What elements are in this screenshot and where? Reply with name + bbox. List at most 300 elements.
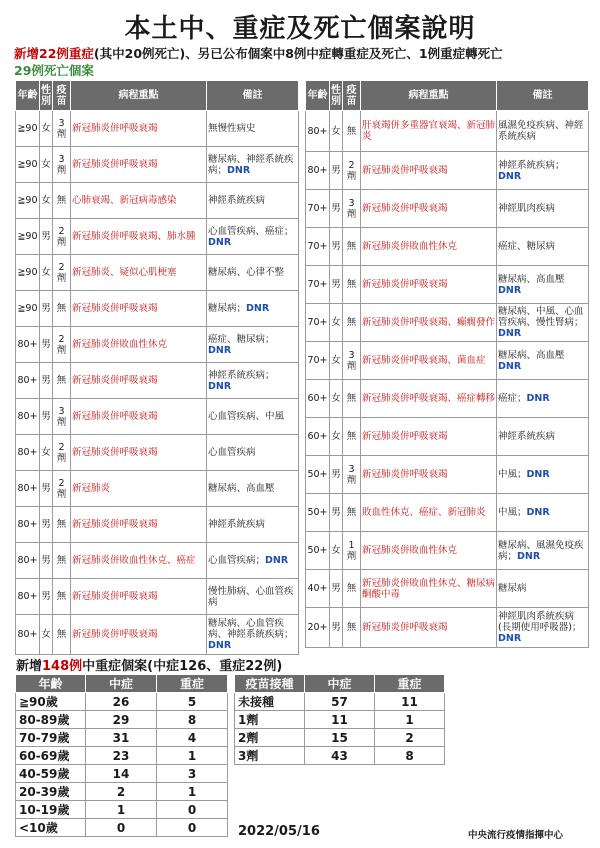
case-course: 心肺衰竭、新冠病毒感染 (71, 183, 207, 219)
case-course: 新冠肺炎併呼吸衰竭 (361, 456, 497, 494)
right-case-table (305, 80, 589, 648)
case-sex: 男 (40, 219, 53, 255)
row-label: 80-89歲 (16, 711, 86, 729)
case-note (207, 219, 299, 255)
subtitle (14, 44, 594, 62)
case-age: 80+ (16, 615, 40, 655)
case-vaccine: 3劑 (343, 190, 361, 228)
case-vaccine: 2劑 (53, 219, 71, 255)
case-course: 新冠肺炎併呼吸衰竭、菌血症 (361, 342, 497, 380)
case-sex: 男 (40, 327, 53, 363)
case-note-text: 糖尿病、高血壓 (498, 273, 565, 285)
dnr-badge: DNR (517, 550, 541, 562)
case-course: 肝衰竭併多重器官衰竭、新冠肺炎 (361, 111, 497, 152)
case-header-row (306, 81, 589, 111)
case-vaccine: 2劑 (53, 435, 71, 471)
case-age: 70+ (306, 266, 330, 304)
subtitle-rest: (其中20例死亡)、另已公布個案中8例中症轉重症及死亡、1例重症轉死亡 (93, 46, 503, 61)
case-note (207, 579, 299, 615)
case-vaccine: 無 (53, 183, 71, 219)
case-row (16, 615, 299, 655)
age-row (16, 693, 228, 711)
row-label: 3劑 (235, 747, 305, 765)
case-vaccine: 無 (53, 543, 71, 579)
age-severity-table (15, 674, 228, 837)
case-age: 60+ (306, 418, 330, 456)
case-sex: 男 (40, 363, 53, 399)
age-row (16, 711, 228, 729)
case-age: ≧90 (16, 291, 40, 327)
case-vaccine: 無 (53, 291, 71, 327)
case-vaccine: 無 (343, 266, 361, 304)
case-age: 40+ (306, 570, 330, 608)
case-course: 新冠肺炎併呼吸衰竭 (71, 147, 207, 183)
moderate-count: 15 (305, 729, 375, 747)
severe-col-header: 重症 (375, 675, 445, 693)
age-row (16, 765, 228, 783)
deaths-label: 29例死亡個案 (14, 63, 94, 78)
case-sex: 男 (40, 471, 53, 507)
moderate-count: 14 (86, 765, 157, 783)
row-label: 1劑 (235, 711, 305, 729)
col-age: 年齡 (16, 81, 40, 111)
case-note-text: 糖尿病、高血壓 (208, 483, 275, 494)
col-course: 病程重點 (361, 81, 497, 111)
age-row (16, 783, 228, 801)
case-vaccine: 無 (53, 579, 71, 615)
section2-prefix: 新增 (16, 659, 43, 674)
section2-count: 148例 (42, 659, 83, 674)
page-title: 本土中、重症及死亡個案說明 (124, 14, 476, 44)
severe-count: 0 (157, 819, 228, 837)
dnr-badge: DNR (498, 284, 522, 296)
case-sex: 女 (40, 435, 53, 471)
case-note (497, 266, 589, 304)
case-sex: 男 (40, 579, 53, 615)
dnr-badge: DNR (208, 236, 232, 248)
age-row (16, 801, 228, 819)
case-course: 新冠肺炎併呼吸衰竭 (71, 507, 207, 543)
case-course: 新冠肺炎併呼吸衰竭 (71, 111, 207, 147)
col-course: 病程重點 (71, 81, 207, 111)
moderate-count: 2 (86, 783, 157, 801)
col-sex: 性別 (330, 81, 343, 111)
case-sex: 女 (330, 342, 343, 380)
case-row (16, 363, 299, 399)
case-age: 80+ (16, 579, 40, 615)
moderate-count: 23 (86, 747, 157, 765)
case-row (16, 291, 299, 327)
case-vaccine: 2劑 (53, 255, 71, 291)
case-course: 新冠肺炎併呼吸衰竭 (71, 615, 207, 655)
case-note-text: 糖尿病、心血管疾病、神經系統疾病； (208, 618, 294, 640)
case-note-text: 心血管疾病； (208, 555, 266, 566)
row-label: 20-39歲 (16, 783, 86, 801)
case-note-text: 中風； (498, 469, 527, 480)
case-row (16, 471, 299, 507)
case-row (16, 183, 299, 219)
case-note (207, 111, 299, 147)
case-note (207, 363, 299, 399)
case-course: 新冠肺炎併敗血性休克 (361, 228, 497, 266)
case-course: 新冠肺炎併呼吸衰竭、癲癇發作 (361, 304, 497, 342)
case-age: ≧90 (16, 219, 40, 255)
severe-count: 1 (375, 711, 445, 729)
case-row (16, 399, 299, 435)
case-age: 20+ (306, 608, 330, 648)
severe-count: 8 (375, 747, 445, 765)
case-age: 70+ (306, 228, 330, 266)
dnr-badge: DNR (498, 170, 522, 182)
case-sex: 男 (40, 507, 53, 543)
case-vaccine: 2劑 (53, 327, 71, 363)
case-sex: 男 (330, 228, 343, 266)
case-row (306, 456, 589, 494)
case-note (207, 327, 299, 363)
case-sex: 男 (330, 570, 343, 608)
case-course: 新冠肺炎併呼吸衰竭、肺水腫 (71, 219, 207, 255)
case-sex: 女 (330, 380, 343, 418)
case-row (306, 342, 589, 380)
dnr-badge: DNR (208, 344, 232, 356)
moderate-count: 31 (86, 729, 157, 747)
case-header-row (16, 81, 299, 111)
case-sex: 男 (40, 399, 53, 435)
moderate-count: 26 (86, 693, 157, 711)
case-sex: 男 (330, 266, 343, 304)
case-note (207, 471, 299, 507)
case-vaccine: 無 (343, 111, 361, 152)
case-age: 80+ (16, 471, 40, 507)
col-age: 年齡 (306, 81, 330, 111)
vaccine-severity-table (234, 674, 445, 765)
case-note-text: 糖尿病 (498, 583, 527, 594)
case-note-text: 神經肌肉系統疾病(長期使用呼吸器)； (498, 611, 582, 633)
case-age: 70+ (306, 190, 330, 228)
case-row (16, 435, 299, 471)
case-row (16, 111, 299, 147)
case-row (16, 255, 299, 291)
moderate-col-header: 中症 (86, 675, 157, 693)
report-date: 2022/05/16 (238, 824, 320, 839)
subtitle-highlight: 新增22例重症 (14, 46, 94, 61)
case-row (306, 608, 589, 648)
case-course: 新冠肺炎併呼吸衰竭 (71, 291, 207, 327)
severe-count: 5 (157, 693, 228, 711)
case-note-text: 神經系統疾病 (498, 431, 556, 442)
case-vaccine: 無 (343, 570, 361, 608)
case-row (16, 219, 299, 255)
age-row (16, 729, 228, 747)
age-row (16, 747, 228, 765)
case-course: 敗血性休克、癌症、新冠肺炎 (361, 494, 497, 532)
section2-title (16, 655, 282, 674)
case-vaccine: 無 (343, 380, 361, 418)
case-note-text: 神經系統疾病； (498, 159, 565, 171)
case-row (306, 304, 589, 342)
case-age: ≧90 (16, 183, 40, 219)
case-note (497, 190, 589, 228)
case-note-text: 慢性肺病、心血管疾病 (208, 585, 294, 608)
case-note (497, 111, 589, 152)
row-label: 10-19歲 (16, 801, 86, 819)
col-note: 備註 (497, 81, 589, 111)
case-row (306, 266, 589, 304)
severe-count: 1 (157, 783, 228, 801)
case-course: 新冠肺炎併敗血性休克 (71, 327, 207, 363)
case-note (207, 291, 299, 327)
case-course: 新冠肺炎併呼吸衰竭、癌症轉移 (361, 380, 497, 418)
moderate-count: 57 (305, 693, 375, 711)
case-sex: 女 (40, 615, 53, 655)
case-course: 新冠肺炎併呼吸衰竭 (361, 418, 497, 456)
vaccine-row (235, 747, 445, 765)
case-sex: 女 (40, 255, 53, 291)
case-course: 新冠肺炎併敗血性休克 (361, 532, 497, 570)
moderate-count: 1 (86, 801, 157, 819)
case-row (306, 532, 589, 570)
case-note (497, 494, 589, 532)
case-row (306, 494, 589, 532)
case-note-text: 心血管疾病、癌症； (208, 225, 294, 237)
col-note: 備註 (207, 81, 299, 111)
case-course: 新冠肺炎、疑似心肌梗塞 (71, 255, 207, 291)
case-note-text: 心血管疾病、中風 (208, 411, 285, 422)
case-age: 70+ (306, 342, 330, 380)
dnr-badge: DNR (526, 393, 550, 404)
case-row (306, 111, 589, 152)
case-vaccine: 1劑 (343, 532, 361, 570)
case-vaccine: 3劑 (343, 456, 361, 494)
case-age: 80+ (16, 399, 40, 435)
case-row (16, 543, 299, 579)
case-course: 新冠肺炎併呼吸衰竭 (71, 435, 207, 471)
dnr-badge: DNR (498, 360, 522, 372)
case-note-text: 中風； (498, 507, 527, 518)
case-age: ≧90 (16, 147, 40, 183)
dnr-badge: DNR (265, 555, 289, 566)
dnr-badge: DNR (208, 380, 232, 392)
row-label: 40-59歲 (16, 765, 86, 783)
col-vaccine: 疫苗 (343, 81, 361, 111)
case-note (207, 543, 299, 579)
case-row (16, 147, 299, 183)
case-age: 70+ (306, 304, 330, 342)
case-vaccine: 無 (53, 615, 71, 655)
dnr-badge: DNR (498, 328, 522, 339)
case-vaccine: 無 (343, 494, 361, 532)
moderate-count: 11 (305, 711, 375, 729)
case-age: 80+ (16, 435, 40, 471)
vaccine-row (235, 693, 445, 711)
severe-count: 11 (375, 693, 445, 711)
col-vaccine: 疫苗 (53, 81, 71, 111)
case-vaccine: 3劑 (53, 111, 71, 147)
case-vaccine: 2劑 (343, 152, 361, 190)
organization-name: 中央流行疫情指揮中心 (468, 830, 564, 841)
age-col-header: 年齡 (16, 675, 86, 693)
severe-count: 2 (375, 729, 445, 747)
case-note (497, 228, 589, 266)
case-row (16, 579, 299, 615)
row-label: 70-79歲 (16, 729, 86, 747)
case-sex: 男 (330, 494, 343, 532)
case-row (306, 418, 589, 456)
severe-count: 3 (157, 765, 228, 783)
case-course: 新冠肺炎併呼吸衰竭 (71, 363, 207, 399)
case-row (306, 570, 589, 608)
case-vaccine: 無 (343, 304, 361, 342)
case-vaccine: 3劑 (53, 147, 71, 183)
case-row (306, 190, 589, 228)
case-sex: 男 (330, 608, 343, 648)
case-note-text: 神經系統疾病； (208, 369, 275, 381)
case-course: 新冠肺炎併敗血性休克、糖尿病酮酸中毒 (361, 570, 497, 608)
severe-count: 1 (157, 747, 228, 765)
dnr-badge: DNR (498, 633, 522, 644)
case-vaccine: 無 (343, 228, 361, 266)
severe-count: 8 (157, 711, 228, 729)
case-note (207, 183, 299, 219)
severe-count: 4 (157, 729, 228, 747)
case-course: 新冠肺炎併呼吸衰竭 (361, 152, 497, 190)
case-sex: 女 (330, 532, 343, 570)
case-age: 60+ (306, 380, 330, 418)
case-age: 80+ (306, 152, 330, 190)
case-note-text: 糖尿病、高血壓 (498, 349, 565, 361)
case-sex: 男 (330, 152, 343, 190)
case-note-text: 癌症； (498, 393, 527, 404)
case-note-text: 癌症、糖尿病； (208, 333, 275, 345)
moderate-count: 29 (86, 711, 157, 729)
case-vaccine: 無 (53, 507, 71, 543)
dnr-badge: DNR (526, 469, 550, 480)
dnr-badge: DNR (246, 303, 270, 314)
case-sex: 女 (330, 304, 343, 342)
case-note (497, 418, 589, 456)
case-note (497, 342, 589, 380)
case-note (497, 570, 589, 608)
case-age: 80+ (16, 507, 40, 543)
case-note-text: 無慢性病史 (208, 123, 256, 134)
case-age: 50+ (306, 456, 330, 494)
case-vaccine: 3劑 (53, 399, 71, 435)
left-case-table (15, 80, 299, 655)
case-sex: 女 (40, 111, 53, 147)
case-age: 50+ (306, 494, 330, 532)
row-label: ≧90歲 (16, 693, 86, 711)
case-row (306, 152, 589, 190)
section2-rest: 中重症個案(中症126、重症22例) (82, 659, 283, 674)
case-note (497, 304, 589, 342)
dnr-badge: DNR (227, 164, 251, 176)
dnr-badge: DNR (526, 507, 550, 518)
case-note-text: 心血管疾病 (208, 447, 256, 458)
case-note (497, 380, 589, 418)
case-vaccine: 2劑 (53, 471, 71, 507)
case-course: 新冠肺炎 (71, 471, 207, 507)
case-note-text: 風濕免疫疾病、神經系統疾病 (498, 120, 584, 142)
case-note (497, 456, 589, 494)
case-note-text: 糖尿病、神經系統疾病； (208, 153, 294, 176)
case-sex: 女 (330, 111, 343, 152)
case-vaccine: 3劑 (343, 342, 361, 380)
row-label: 60-69歲 (16, 747, 86, 765)
case-note (497, 152, 589, 190)
case-sex: 女 (40, 147, 53, 183)
col-sex: 性別 (40, 81, 53, 111)
case-sex: 男 (330, 190, 343, 228)
case-age: 80+ (16, 327, 40, 363)
case-sex: 男 (40, 543, 53, 579)
row-label: <10歲 (16, 819, 86, 837)
vaccine-row (235, 729, 445, 747)
case-note-text: 神經肌肉疾病 (498, 203, 556, 214)
case-vaccine: 無 (53, 363, 71, 399)
case-age: 80+ (16, 543, 40, 579)
case-row (16, 507, 299, 543)
case-row (306, 228, 589, 266)
case-note (207, 615, 299, 655)
severe-col-header: 重症 (157, 675, 228, 693)
case-note-text: 糖尿病； (208, 303, 247, 314)
case-sex: 女 (330, 418, 343, 456)
case-row (16, 327, 299, 363)
case-sex: 男 (330, 456, 343, 494)
moderate-count: 43 (305, 747, 375, 765)
case-note-text: 神經系統疾病 (208, 519, 266, 530)
case-vaccine: 無 (343, 418, 361, 456)
case-note-text: 糖尿病、心律不整 (208, 267, 285, 278)
case-note (207, 507, 299, 543)
vaccine-col-header: 疫苗接種 (235, 675, 305, 693)
case-course: 新冠肺炎併呼吸衰竭 (71, 399, 207, 435)
age-row (16, 819, 228, 837)
case-age: 80+ (306, 111, 330, 152)
case-course: 新冠肺炎併呼吸衰竭 (71, 579, 207, 615)
case-note-text: 糖尿病、風濕免疫疾病； (498, 539, 584, 562)
case-note-text: 神經系統疾病 (208, 195, 266, 206)
case-vaccine: 無 (343, 608, 361, 648)
case-note (207, 255, 299, 291)
case-note (497, 608, 589, 648)
case-note (207, 435, 299, 471)
row-label: 2劑 (235, 729, 305, 747)
case-age: 80+ (16, 363, 40, 399)
vaccine-row (235, 711, 445, 729)
row-label: 未接種 (235, 693, 305, 711)
case-note (207, 147, 299, 183)
case-note (207, 399, 299, 435)
case-note-text: 糖尿病、中風、心血管疾病、慢性腎病； (498, 306, 584, 328)
severe-count: 0 (157, 801, 228, 819)
case-age: 50+ (306, 532, 330, 570)
moderate-col-header: 中症 (305, 675, 375, 693)
dnr-badge: DNR (208, 640, 232, 651)
case-sex: 男 (40, 291, 53, 327)
moderate-count: 0 (86, 819, 157, 837)
case-note (497, 532, 589, 570)
case-sex: 女 (40, 183, 53, 219)
case-age: ≧90 (16, 111, 40, 147)
case-course: 新冠肺炎併呼吸衰竭 (361, 190, 497, 228)
case-note-text: 癌症、糖尿病 (498, 241, 556, 252)
case-course: 新冠肺炎併呼吸衰竭 (361, 608, 497, 648)
case-course: 新冠肺炎併呼吸衰竭 (361, 266, 497, 304)
case-age: ≧90 (16, 255, 40, 291)
case-course: 新冠肺炎併敗血性休克、癌症 (71, 543, 207, 579)
case-row (306, 380, 589, 418)
